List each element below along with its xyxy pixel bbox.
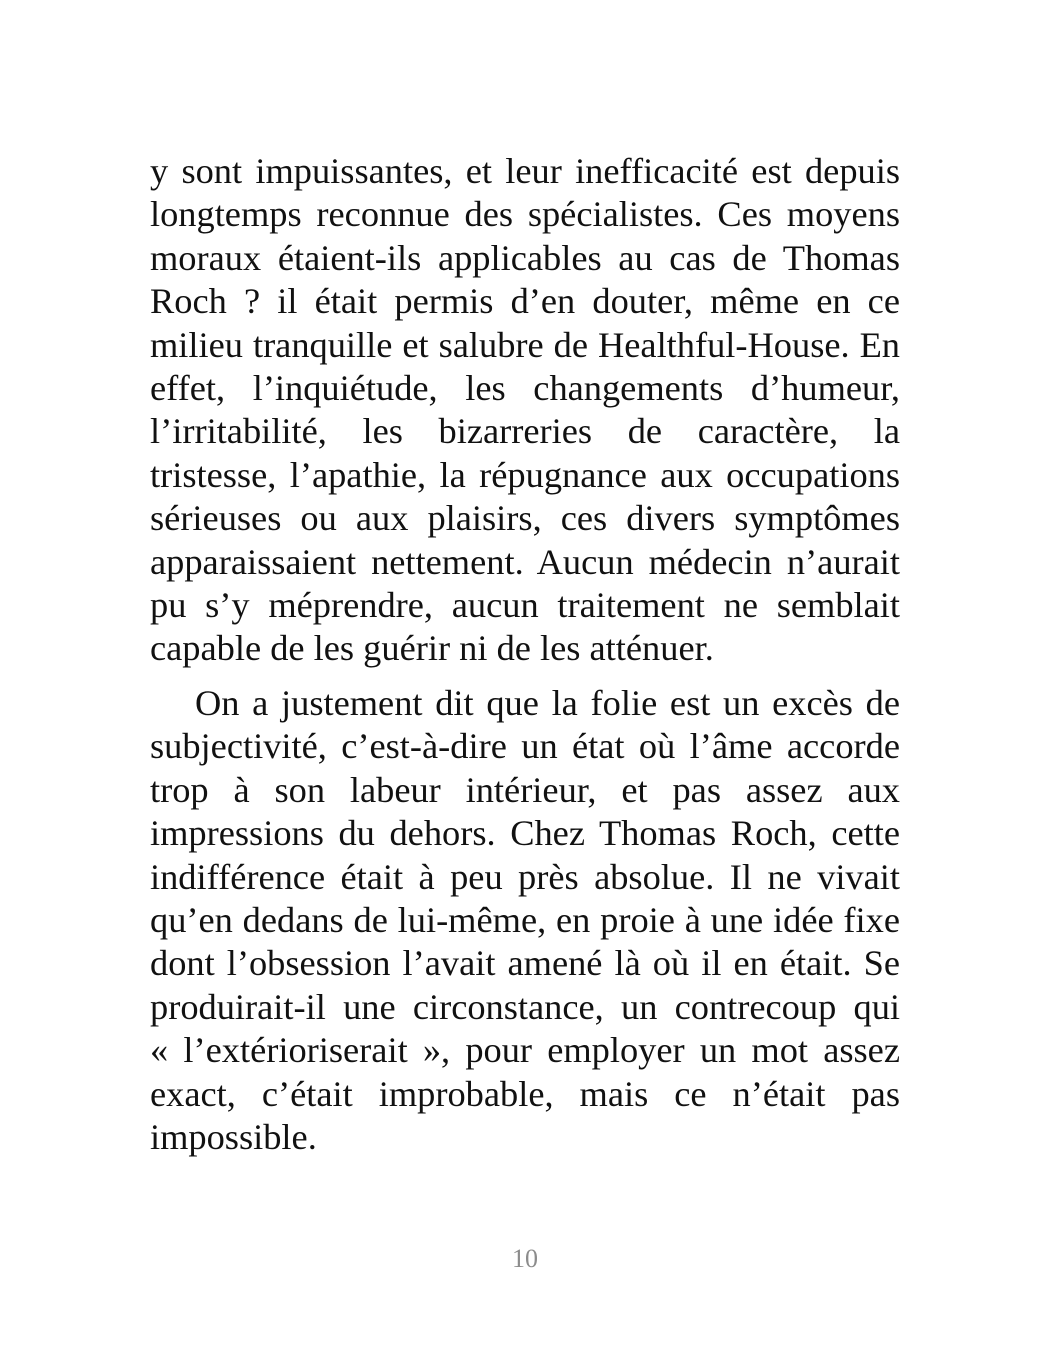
page-number: 10	[512, 1244, 538, 1273]
paragraph-1: y sont impuissantes, et leur inefficacité est depuis longtemps reconnue des spécialistes. Ces moyens moraux étaient-ils applicables au cas de Thomas Roch ? il était permis d’en douter, même en ce milieu tranquille et salubre de Healthful-House. En effet, l’inquiétude, les changements d’humeur, l’irritabilité, les bizarreries de caractère, la tristesse, l’apathie, la répugnance aux occupations sérieuses ou aux plaisirs, ces divers symptômes apparaissaient nettement. Aucun médecin n’aurait pu s’y méprendre, aucun traitement ne semblait capable de les guérir ni de les atténuer.	[150, 151, 900, 669]
body-text	[150, 150, 900, 1159]
paragraph-2: On a justement dit que la folie est un excès de subjectivité, c’est-à-dire un état où l’âme accorde trop à son labeur intérieur, et pas assez aux impressions du dehors. Chez Thomas Roch, cette indifférence était à peu près absolue. Il ne vivait qu’en dedans de lui-même, en proie à une idée fixe dont l’obsession l’avait amené là où il en était. Se produirait-il une circonstance, un contrecoup qui « l’extérioriserait », pour employer un mot assez exact, c’était improbable, mais ce n’était pas impossible.	[150, 682, 900, 1157]
